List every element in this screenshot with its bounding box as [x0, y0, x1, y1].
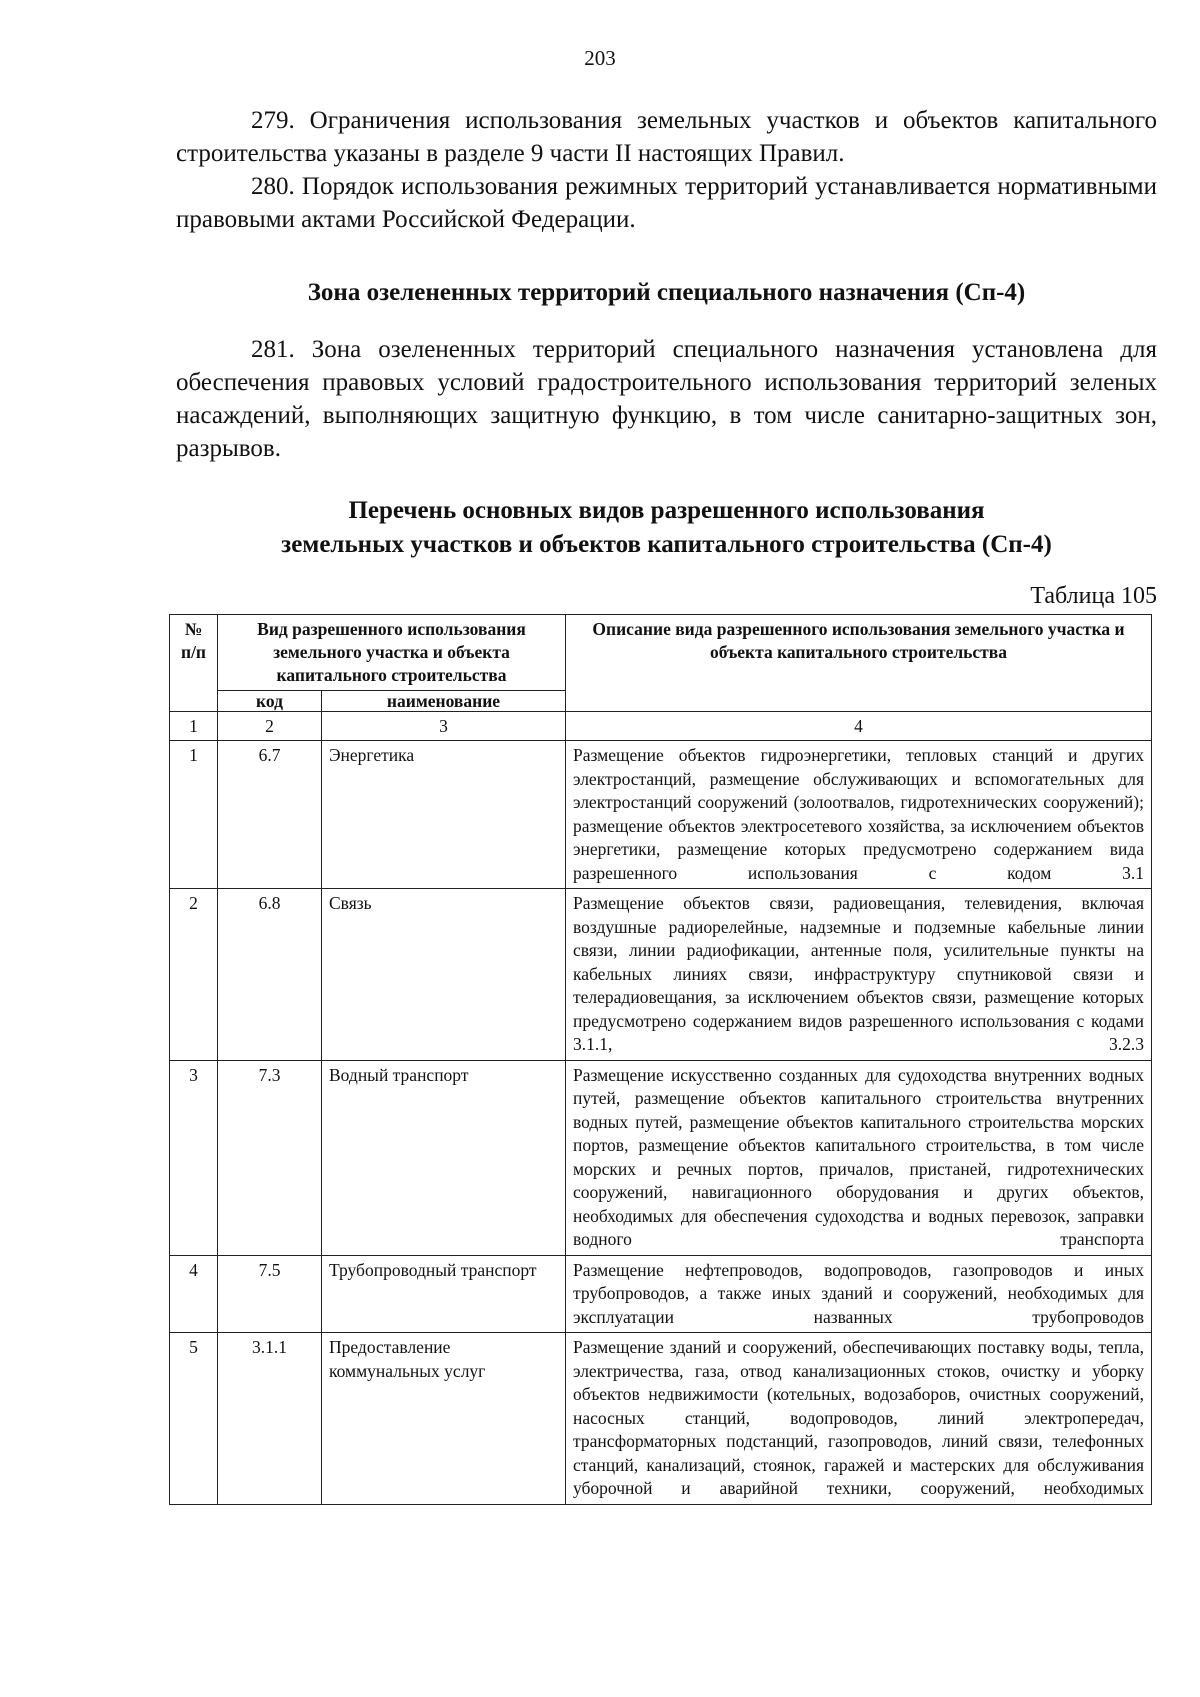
- permitted-use-table: [169, 614, 1152, 1505]
- row-name: Трубопроводный транспорт: [322, 1255, 566, 1333]
- header-code: код: [218, 691, 322, 712]
- column-number: 3: [322, 712, 566, 741]
- row-desc: Размещение искусственно созданных для судоходства внутренних водных путей, размещение объектов капитального строительства внутренних водных путей, размещение объектов капитального строительства морских портов, размещение объектов капитального строительства, в том числе морских и речных портов, причалов, пристаней, гидротехнических сооружений, навигационного оборудования и других объектов, необходимых для обеспечения судоходства и водных перевозок, заправки водного транспорта: [566, 1060, 1152, 1255]
- paragraph-280: 280. Порядок использования режимных территорий устанавливается нормативными правовыми актами Российской Федерации.: [176, 173, 1157, 233]
- zone-heading: Зона озелененных территорий специального назначения (Сп-4): [307, 279, 1026, 306]
- row-num: 2: [170, 889, 218, 1061]
- column-number: 4: [566, 712, 1152, 741]
- row-name: Энергетика: [322, 741, 566, 889]
- list-heading-line-1: Перечень основных видов разрешенного использования: [348, 497, 985, 524]
- row-num: 1: [170, 741, 218, 889]
- paragraph-279: 279. Ограничения использования земельных участков и объектов капитального строительства указаны в разделе 9 части II настоящих Правил.: [176, 107, 1157, 167]
- header-desc: Описание вида разрешенного использования земельного участка и объекта капитального строительства: [566, 615, 1152, 712]
- row-name: Предоставление коммунальных услуг: [322, 1333, 566, 1505]
- list-heading: [176, 494, 1157, 562]
- column-number: 2: [218, 712, 322, 741]
- page-number: 203: [584, 46, 616, 70]
- header-name: наименование: [322, 691, 566, 712]
- row-num: 5: [170, 1333, 218, 1505]
- row-num: 4: [170, 1255, 218, 1333]
- row-desc: Размещение объектов гидроэнергетики, тепловых станций и других электростанций, размещение обслуживающих и вспомогательных для электростанций сооружений (золоотвалов, гидротехнических сооружений); размещение объектов электросетевого хозяйства, за исключением объектов энергетики, размещение которых предусмотрено содержанием вида разрешенного использования с кодом 3.1: [566, 741, 1152, 889]
- list-heading-line-2: земельных участков и объектов капитального строительства (Сп-4): [281, 531, 1052, 558]
- table-caption: Таблица 105: [1030, 583, 1157, 609]
- header-type: Вид разрешенного использования земельного участка и объекта капитального строительства: [218, 615, 566, 691]
- table-row: [170, 1333, 1152, 1505]
- paragraph-281: 281. Зона озелененных территорий специального назначения установлена для обеспечения правовых условий градостроительного использования территорий зеленых насаждений, выполняющих защитную функцию, в том числе санитарно-защитных зон, разрывов.: [176, 336, 1157, 462]
- row-desc: Размещение объектов связи, радиовещания, телевидения, включая воздушные радиорелейные, надземные и подземные кабельные линии связи, линии радиофикации, антенные поля, усилительные пункты на кабельных линиях связи, инфраструктуру спутниковой связи и телерадиовещания, за исключением объектов связи, размещение которых предусмотрено содержанием видов разрешенного использования с кодами 3.1.1, 3.2.3: [566, 889, 1152, 1061]
- row-name: Связь: [322, 889, 566, 1061]
- row-name: Водный транспорт: [322, 1060, 566, 1255]
- row-desc: Размещение нефтепроводов, водопроводов, газопроводов и иных трубопроводов, а также иных зданий и сооружений, необходимых для эксплуатации названных трубопроводов: [566, 1255, 1152, 1333]
- row-code: 6.8: [218, 889, 322, 1061]
- row-code: 6.7: [218, 741, 322, 889]
- top-paragraphs: [176, 104, 1157, 236]
- table-row: [170, 889, 1152, 1061]
- row-code: 7.3: [218, 1060, 322, 1255]
- row-desc: Размещение зданий и сооружений, обеспечивающих поставку воды, тепла, электричества, газа, отвод канализационных стоков, очистку и уборку объектов недвижимости (котельных, водозаборов, очистных сооружений, насосных станций, водопроводов, линий электропередач, трансформаторных подстанций, газопроводов, линий связи, телефонных станций, канализаций, стоянок, гаражей и мастерских для обслуживания уборочной и аварийной техники, сооружений, необходимых: [566, 1333, 1152, 1505]
- row-code: 7.5: [218, 1255, 322, 1333]
- table-row: [170, 1060, 1152, 1255]
- table-row: [170, 1255, 1152, 1333]
- table-header-row: [170, 615, 1152, 691]
- header-num: № п/п: [170, 615, 218, 712]
- column-number-row: [170, 712, 1152, 741]
- column-number: 1: [170, 712, 218, 741]
- table-row: [170, 741, 1152, 889]
- zone-paragraph-block: [176, 333, 1157, 465]
- row-code: 3.1.1: [218, 1333, 322, 1505]
- row-num: 3: [170, 1060, 218, 1255]
